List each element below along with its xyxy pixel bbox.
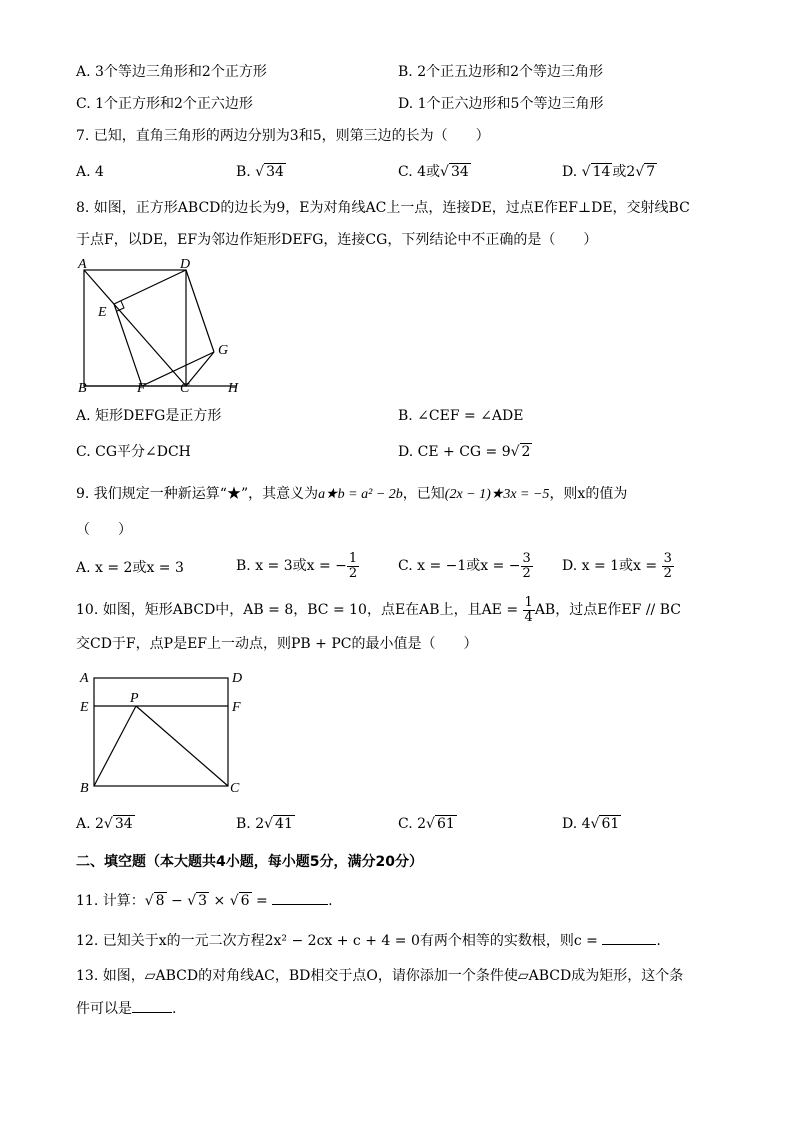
q8-option-b: B. ∠CEF = ∠ADE [398, 408, 524, 424]
q10-label-a: A [80, 671, 89, 686]
q7-stem: 7. 已知，直角三角形的两边分别为3和5，则第三边的长为（ ） [76, 128, 490, 144]
q8-segment-dg [186, 270, 214, 352]
q6-option-a: A. 3个等边三角形和2个正方形 [76, 64, 267, 80]
q8-segment-cg [186, 352, 214, 386]
q9-option-d: D. x = 1或x = $\frac{3}{2}$ [562, 550, 672, 581]
q10-option-d: D. 4√ 61 [562, 816, 620, 832]
q7-option-b: B. √ 34 [236, 164, 284, 180]
q6-option-d: D. 1个正六边形和5个等边三角形 [398, 96, 604, 112]
q10-label-f: F [232, 700, 241, 715]
q13-stem-line1: 13. 如图，▱ABCD的对角线AC，BD相交于点O，请你添加一个条件使▱ABCD成为矩形，这个条 [76, 968, 684, 984]
q12-answer-blank[interactable] [602, 930, 656, 945]
q10-label-d: D [232, 671, 243, 686]
q8-option-a: A. 矩形DEFG是正方形 [76, 408, 222, 424]
q8-label-h: H [228, 381, 239, 396]
q7-option-d: D. √ 14 或2√ 7 [562, 164, 656, 180]
q8-segment-fg [142, 352, 214, 386]
q7-option-c: C. 4或√ 34 [398, 164, 469, 180]
q8-segment-de [114, 270, 186, 304]
q9-option-c: C. x = −1或x = − $\frac{3}{2}$ [398, 550, 531, 581]
q12-stem: 12. 已知关于x的一元二次方程2x² − 2cx + c + 4 = 0有两个相等的实数根，则c = . [76, 930, 661, 951]
q8-label-e: E [98, 305, 107, 320]
q8-label-c: C [180, 381, 190, 396]
q13-answer-blank[interactable] [132, 998, 172, 1013]
q8-segment-ef [114, 304, 142, 386]
q8-option-d: D. CE + CG = 9√ 2 [398, 444, 531, 460]
q8-label-d: D [180, 257, 191, 272]
q11-stem: 11. 计算：√ 8 − √ 3 × √ 6 = . [76, 890, 333, 911]
q8-stem-line2: 于点F，以DE，EF为邻边作矩形DEFG，连接CG，下列结论中不正确的是（ ） [76, 232, 598, 248]
q8-figure [70, 256, 250, 396]
q10-rectangle [94, 678, 228, 786]
q8-option-c: C. CG平分∠DCH [76, 444, 191, 460]
q11-answer-blank[interactable] [272, 890, 328, 905]
q13-stem-line2: 件可以是 . [76, 998, 176, 1019]
q9-stem: 9. 我们规定一种新运算“★”，其意义为a★b = a² − 2b，已知(2x − 1)★3x = −5，则x的值为 [76, 486, 628, 502]
q6-option-c: C. 1个正方形和2个正六边形 [76, 96, 253, 112]
q10-stem-line1: 10. 如图，矩形ABCD中，AB = 8，BC = 10，点E在AB上，且AE = $\frac{1}{4}$ AB，过点E作EF // BC [76, 594, 681, 625]
q8-stem-line1: 8. 如图，正方形ABCD的边长为9，E为对角线AC上一点，连接DE，过点E作EF⊥DE，交射线BC [76, 200, 690, 216]
q10-label-c: C [230, 781, 240, 796]
q9-option-a: A. x = 2或x = 3 [76, 560, 184, 576]
q10-label-b: B [80, 781, 89, 796]
q8-label-b: B [78, 381, 87, 396]
q8-label-f: F [137, 381, 146, 396]
q10-option-a: A. 2√ 34 [76, 816, 133, 832]
q8-label-g: G [218, 343, 229, 358]
q8-diagonal-ac [84, 270, 186, 386]
q7-option-a: A. 4 [76, 164, 104, 180]
q6-option-b: B. 2个正五边形和2个等边三角形 [398, 64, 604, 80]
q10-label-e: E [80, 700, 89, 715]
q10-stem-line2: 交CD于F，点P是EF上一动点，则PB + PC的最小值是（ ） [76, 636, 478, 652]
q10-option-c: C. 2√ 61 [398, 816, 455, 832]
q10-figure [74, 664, 254, 800]
q9-option-b: B. x = 3或x = − $\frac{1}{2}$ [236, 550, 358, 581]
q10-label-p: P [130, 691, 139, 706]
q10-option-b: B. 2√ 41 [236, 816, 293, 832]
q10-segment-pc [136, 706, 228, 786]
q8-label-a: A [78, 257, 87, 272]
q9-answer-paren: （ ） [76, 522, 132, 538]
section-2-title: 二、填空题（本大题共4小题，每小题5分，满分20分） [76, 854, 423, 870]
q10-segment-pb [94, 706, 136, 786]
